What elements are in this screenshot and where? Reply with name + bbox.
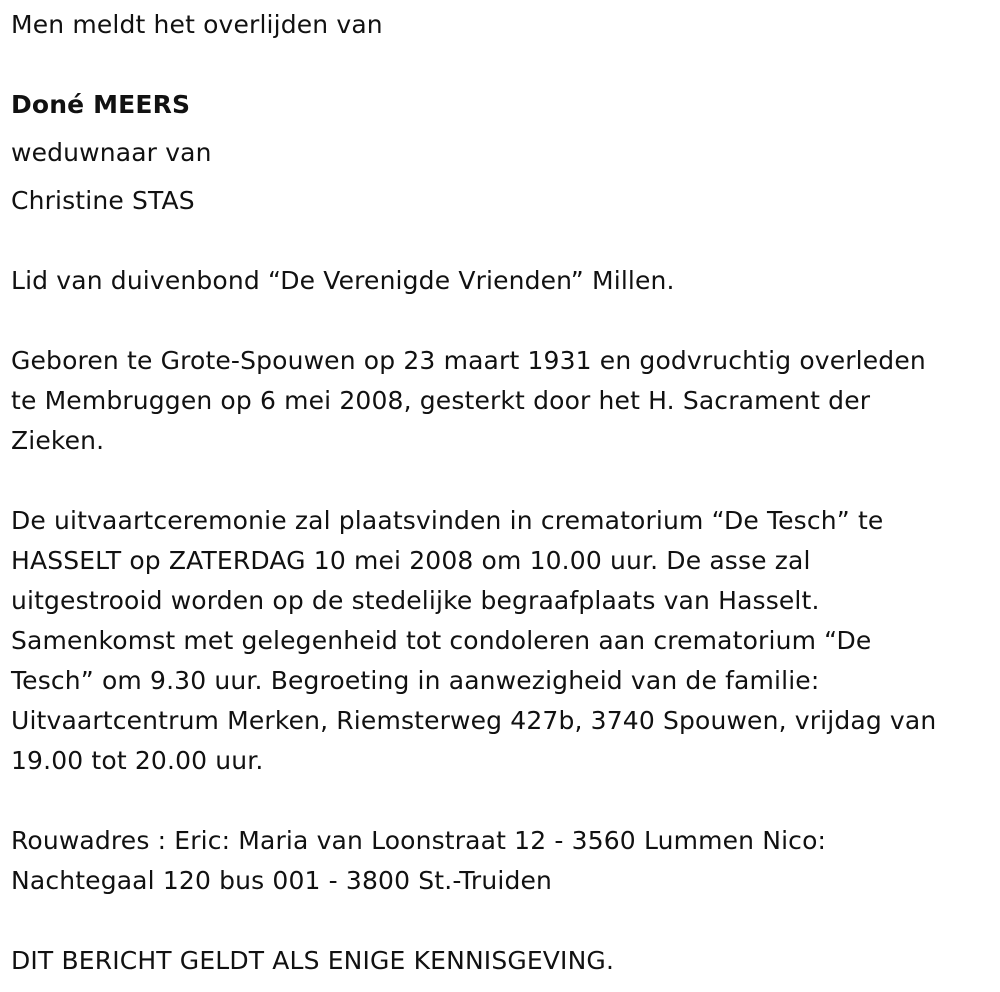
birth-death-line: Zieken. [11, 426, 105, 455]
birth-death-line: Geboren te Grote-Spouwen op 23 maart 1931 en godvruchtig overleden [11, 346, 926, 375]
ceremony-line: HASSELT op ZATERDAG 10 mei 2008 om 10.00 uur. De asse zal [11, 546, 811, 575]
ceremony-line: Samenkomst met gelegenheid tot condoleren aan crematorium “De [11, 626, 872, 655]
intro-line: Men meldt het overlijden van [11, 10, 383, 39]
ceremony-line: uitgestrooid worden op de stedelijke begraafplaats van Hasselt. [11, 586, 820, 615]
birth-death-line: te Membruggen op 6 mei 2008, gesterkt door het H. Sacrament der [11, 386, 871, 415]
deceased-name: Doné MEERS [11, 90, 191, 119]
address-line: Rouwadres : Eric: Maria van Loonstraat 12 - 3560 Lummen Nico: [11, 826, 827, 855]
membership-line: Lid van duivenbond “De Verenigde Vrienden” Millen. [11, 266, 675, 295]
spouse-name: Christine STAS [11, 186, 195, 215]
closing-notice: DIT BERICHT GELDT ALS ENIGE KENNISGEVING. [11, 946, 615, 975]
ceremony-line: 19.00 tot 20.00 uur. [11, 746, 264, 775]
address-line: Nachtegaal 120 bus 001 - 3800 St.-Truiden [11, 866, 553, 895]
ceremony-line: Uitvaartcentrum Merken, Riemsterweg 427b, 3740 Spouwen, vrijdag van [11, 706, 937, 735]
relation-line: weduwnaar van [11, 138, 212, 167]
ceremony-line: De uitvaartceremonie zal plaatsvinden in crematorium “De Tesch” te [11, 506, 884, 535]
ceremony-line: Tesch” om 9.30 uur. Begroeting in aanwezigheid van de familie: [11, 666, 820, 695]
